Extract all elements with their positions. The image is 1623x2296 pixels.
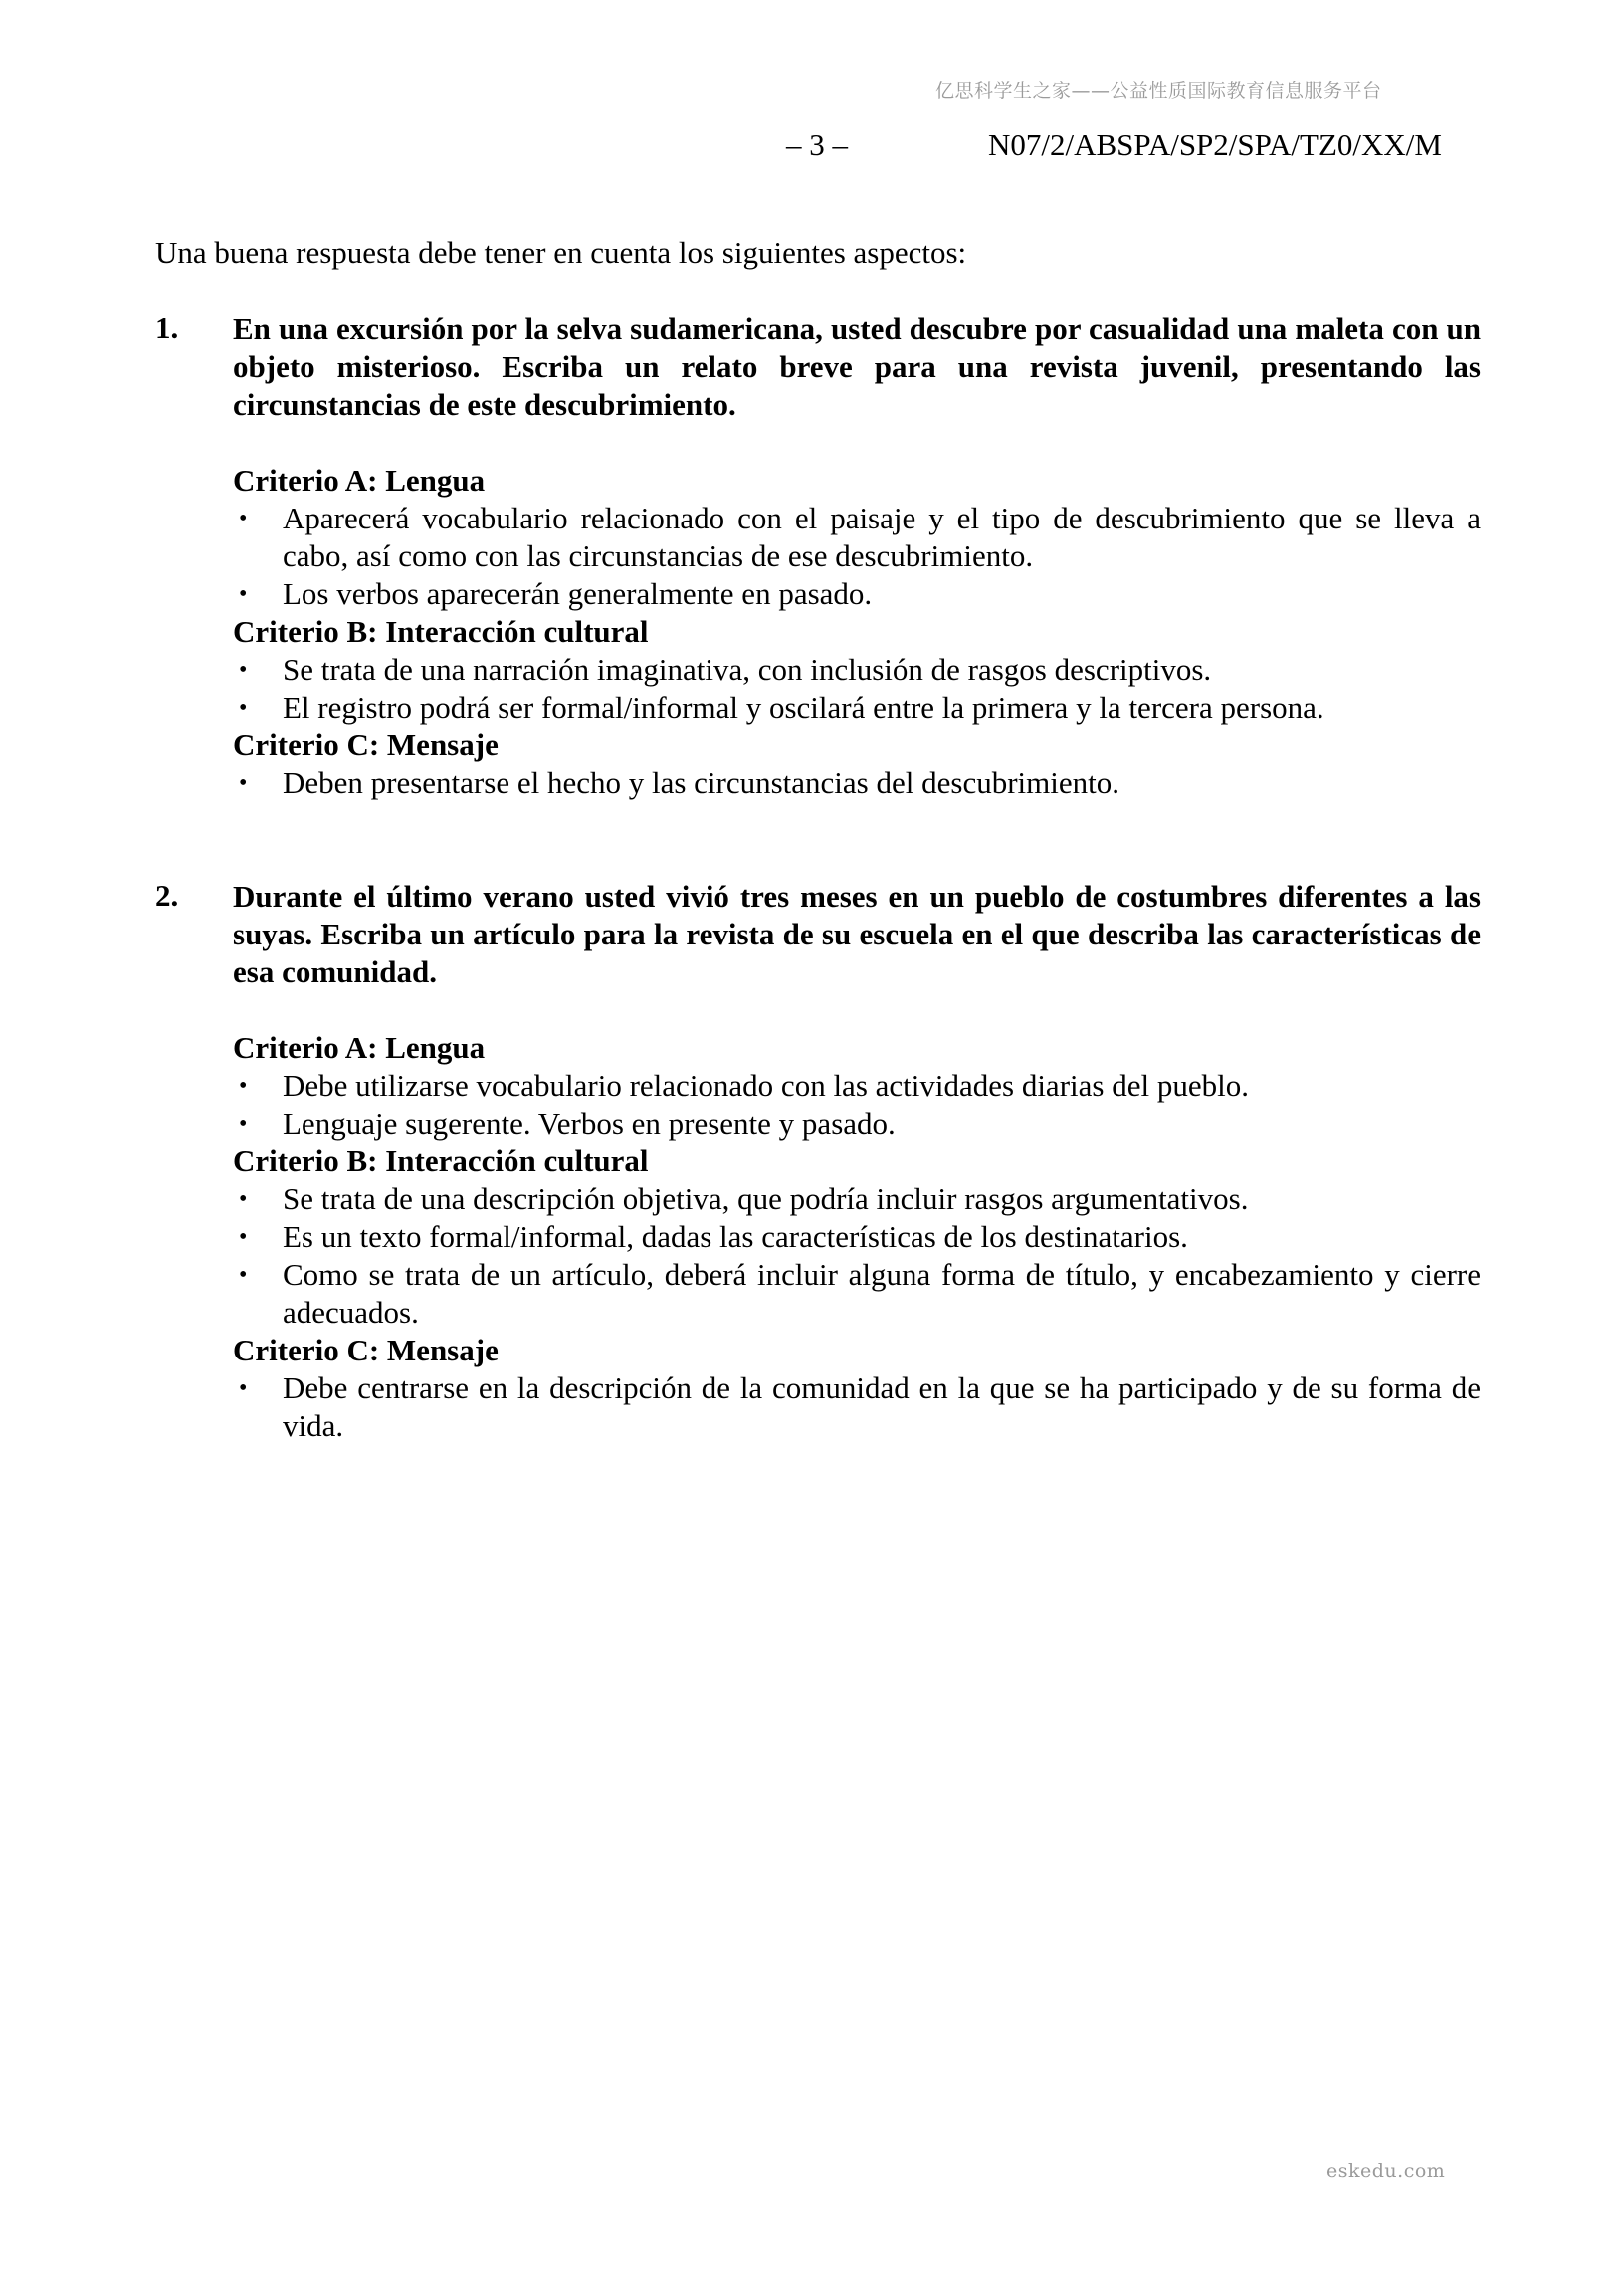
criterion-point: • Deben presentarse el hecho y las circunstancias del descubrimiento. [239, 765, 1119, 800]
criterion-point: • Aparecerá vocabulario relacionado con el paisaje y el tipo de descubrimiento que se lleva a cabo, así como con las circunstancias de ese descubrimiento. [239, 501, 1481, 573]
criterion-point: • El registro podrá ser formal/informal y oscilará entre la primera y la tercera persona. [239, 690, 1324, 725]
question-prompt: En una excursión por la selva sudamericana, usted descubre por casualidad una maleta con un objeto misterioso. Escriba un relato breve para una revista juvenil, presentando las circunstancias de este descubrimiento. [233, 312, 1481, 422]
bullet-icon: • [239, 1073, 248, 1099]
bullet-icon: • [239, 581, 248, 607]
criterion-heading: Criterio A: Lengua [233, 1030, 486, 1065]
criterion-point: • Se trata de una narración imaginativa, con inclusión de rasgos descriptivos. [239, 652, 1212, 687]
intro-text: Una buena respuesta debe tener en cuenta los siguientes aspectos: [155, 235, 967, 270]
bullet-icon: • [239, 1186, 248, 1212]
bullet-icon: • [239, 1262, 248, 1288]
question-number: 1. [155, 311, 179, 345]
criterion-point: • Como se trata de un artículo, deberá incluir alguna forma de título, y encabezamiento y cierre adecuados. [239, 1257, 1481, 1330]
criterion-point: • Debe utilizarse vocabulario relacionado con las actividades diarias del pueblo. [239, 1068, 1249, 1103]
criteria-list [233, 1029, 1481, 1445]
bullet-icon: • [239, 1111, 248, 1137]
bullet-icon: • [239, 506, 248, 531]
criterion-heading: Criterio C: Mensaje [233, 728, 499, 762]
criterion-point: • Se trata de una descripción objetiva, que podría incluir rasgos argumentativos. [239, 1181, 1249, 1216]
bullet-icon: • [239, 657, 248, 683]
criterion-point: • Debe centrarse en la descripción de la comunidad en la que se ha participado y de su forma de vida. [239, 1370, 1481, 1443]
page-number: – 3 – [786, 127, 848, 162]
criterion-heading: Criterio C: Mensaje [233, 1333, 499, 1367]
bullet-icon: • [239, 695, 248, 721]
question-number: 2. [155, 878, 179, 913]
question-2 [155, 878, 1481, 1445]
criterion-point: • Es un texto formal/informal, dadas las características de los destinatarios. [239, 1219, 1188, 1254]
header-watermark: 亿思科学生之家——公益性质国际教育信息服务平台 [935, 80, 1382, 102]
question-1 [155, 311, 1481, 802]
criterion-point: • Los verbos aparecerán generalmente en pasado. [239, 576, 873, 611]
footer-watermark: eskedu.com [1326, 2160, 1446, 2182]
document-code: N07/2/ABSPA/SP2/SPA/TZ0/XX/M [988, 127, 1442, 162]
bullet-icon: • [239, 1375, 248, 1401]
criteria-list [233, 462, 1481, 802]
question-prompt: Durante el último verano usted vivió tres meses en un pueblo de costumbres diferentes a las suyas. Escriba un artículo para la revista de su escuela en el que describa las características de esa comunidad. [233, 879, 1481, 989]
bullet-icon: • [239, 1224, 248, 1250]
criterion-point: • Lenguaje sugerente. Verbos en presente y pasado. [239, 1106, 896, 1141]
criterion-heading: Criterio B: Interacción cultural [233, 614, 649, 649]
criterion-heading: Criterio A: Lengua [233, 463, 486, 498]
bullet-icon: • [239, 770, 248, 796]
criterion-heading: Criterio B: Interacción cultural [233, 1144, 649, 1178]
